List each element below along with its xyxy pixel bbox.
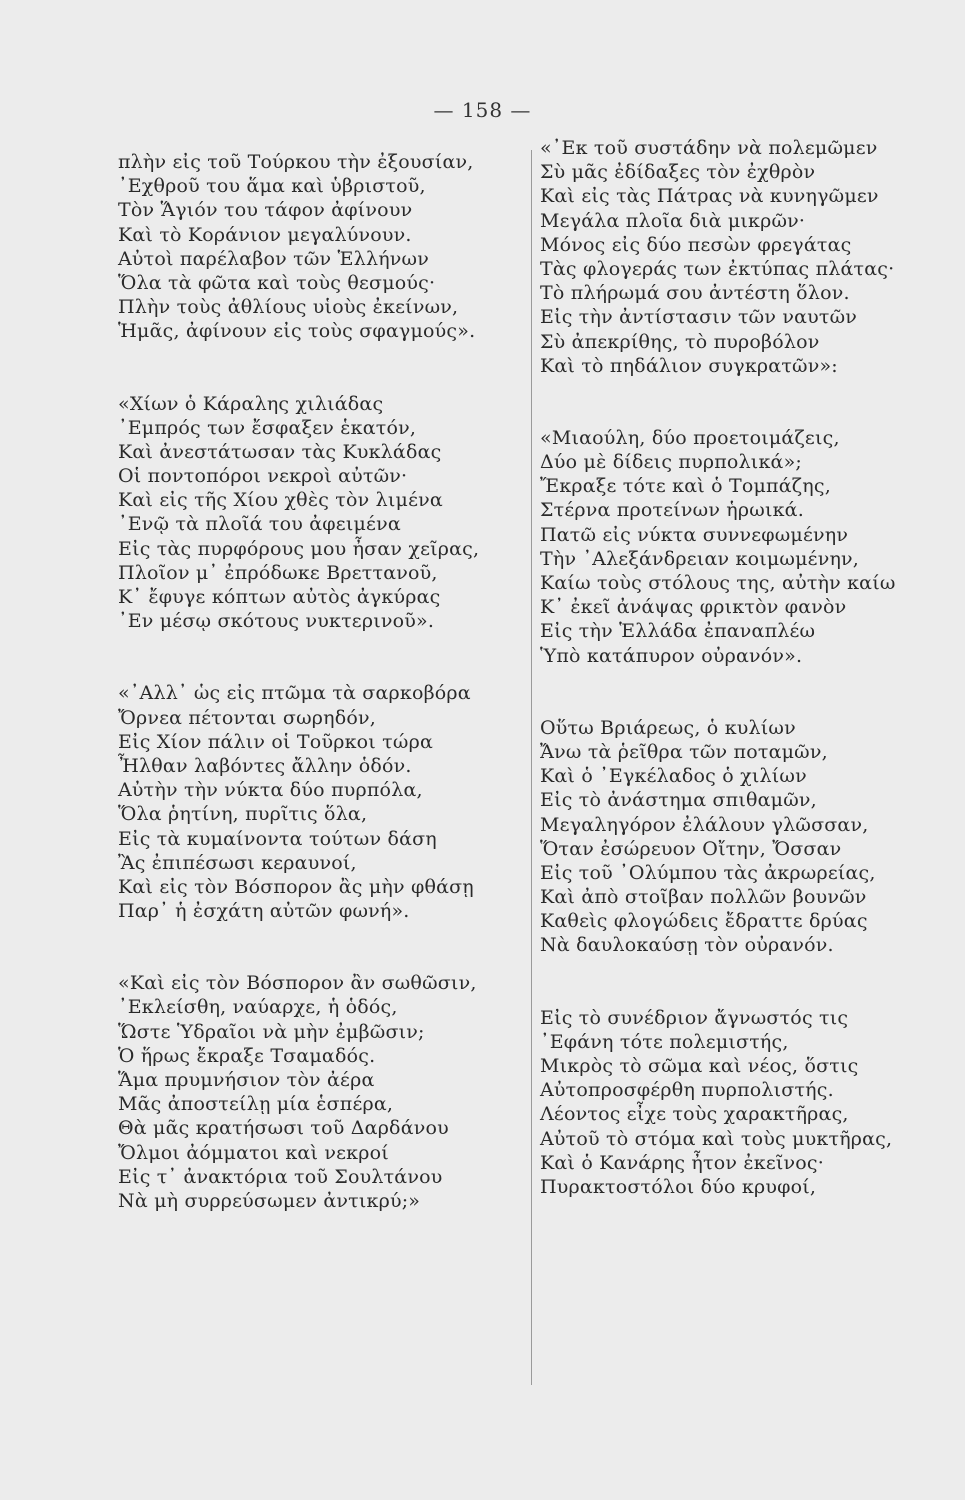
verse-line: Ὄλμοι ἀόμματοι καὶ νεκροί <box>118 1141 389 1164</box>
verse-line: Αὐτοὶ παρέλαβον τῶν Ἑλλήνων <box>118 247 429 270</box>
stanza <box>118 150 518 344</box>
verse-line: Πατῶ εἰς νύκτα συννεφωμένην <box>540 523 849 546</box>
verse-line: Νὰ δαυλοκαύσῃ τὸν οὐρανόν. <box>540 934 834 957</box>
verse-line: Εἰς τὸ ἀνάστημα σπιθαμῶν, <box>540 789 817 812</box>
verse-line: Εἰς τὸ συνέδριον ἄγνωστός τις <box>540 1006 849 1029</box>
verse-line: Σὺ μᾶς ἐδίδαξες τὸν ἐχθρὸν <box>540 161 816 184</box>
verse-line: πλὴν εἰς τοῦ Τούρκου τὴν ἐξουσίαν, <box>118 151 474 173</box>
verse-line: Καὶ εἰς τὰς Πάτρας νὰ κυνηγῶμεν <box>540 185 879 208</box>
verse-line: Εἰς τὰ κυμαίνοντα τούτων δάση <box>118 827 437 850</box>
verse-line: Θὰ μᾶς κρατήσωσι τοῦ Δαρδάνου <box>118 1117 449 1140</box>
verse-line: Ὅταν ἐσώρευον Οἴτην, Ὄσσαν <box>540 837 842 860</box>
page-number: — 158 — <box>433 98 532 122</box>
verse-line: Εἰς τοῦ ᾿Ολύμπου τὰς ἀκρωρείας, <box>540 861 876 884</box>
verse-line: Ἔκραξε τότε καὶ ὁ Τομπάζης, <box>540 475 831 498</box>
verse-line: Καὶ ὁ ᾿Εγκέλαδος ὁ χιλίων <box>540 765 807 788</box>
stanza-gap <box>540 378 940 426</box>
verse-line: Αὐτὴν τὴν νύκτα δύο πυρπόλα, <box>118 779 423 802</box>
verse-line: Τὴν ᾿Αλεξάνδρειαν κοιμωμένην, <box>540 547 860 570</box>
stanza <box>540 716 940 958</box>
stanza-gap <box>540 668 940 716</box>
verse-line: Καὶ τὸ πηδάλιον συγκρατῶν»: <box>540 354 838 377</box>
verse-line: Ἂς ἐπιπέσωσι κεραυνοί, <box>118 851 357 874</box>
verse-line: Ὑπὸ κατάπυρον οὐρανόν». <box>540 644 803 667</box>
verse-line: Εἰς τὰς πυρφόρους μου ἦσαν χεῖρας, <box>118 537 480 560</box>
verse-line: ᾿Ενῷ τὰ πλοῖά του ἀφειμένα <box>118 513 401 536</box>
stanza-gap <box>118 633 518 681</box>
verse-line: «Μιαούλη, δύο προετοιμάζεις, <box>540 426 840 449</box>
verse-line: ᾿Εφάνη τότε πολεμιστής, <box>540 1030 789 1053</box>
verse-line: «Καὶ εἰς τὸν Βόσπορον ἂν σωθῶσιν, <box>118 972 477 995</box>
verse-line: Καὶ τὸ Κοράνιον μεγαλύνουν. <box>118 223 412 246</box>
verse-line: Σὺ ἀπεκρίθης, τὸ πυροβόλον <box>540 330 820 353</box>
verse-line: Ὅλα τὰ φῶτα καὶ τοὺς θεσμούς· <box>118 271 436 294</box>
verse-line: Εἰς τὴν Ἑλλάδα ἐπαναπλέω <box>540 620 816 643</box>
verse-line: Τὸ πλήρωμά σου ἀντέστη ὅλον. <box>540 282 850 305</box>
verse-line: Οἱ ποντοπόροι νεκροὶ αὐτῶν· <box>118 465 408 488</box>
verse-line: Καίω τοὺς στόλους της, αὐτὴν καίω <box>540 572 896 594</box>
verse-line: Μόνος εἰς δύο πεσὼν φρεγάτας <box>540 233 852 256</box>
verse-line: Πυρακτοστόλοι δύο κρυφοί, <box>540 1175 817 1198</box>
stanza <box>540 136 940 378</box>
stanza-gap <box>118 344 518 392</box>
verse-line: Καὶ εἰς τὸν Βόσπορον ἂς μὴν φθάσῃ <box>118 875 474 898</box>
stanza <box>118 681 518 923</box>
verse-line: Μικρὸς τὸ σῶμα καὶ νέος, ὅστις <box>540 1055 859 1077</box>
verse-line: Ὅλα ῥητίνη, πυρῖτις ὅλα, <box>118 803 368 826</box>
verse-line: «Χίων ὁ Κάραλης χιλιάδας <box>118 392 384 415</box>
verse-line: Πλὴν τοὺς ἀθλίους υἱοὺς ἐκείνων, <box>118 296 459 319</box>
verse-line: Καὶ εἰς τῆς Χίου χθὲς τὸν λιμένα <box>118 489 443 512</box>
verse-line: Ἦλθαν λαβόντες ἄλλην ὁδόν. <box>118 754 412 777</box>
verse-line: Μᾶς ἀποστείλῃ μία ἑσπέρα, <box>118 1093 394 1116</box>
verse-line: Νὰ μὴ συρρεύσωμεν ἀντικρύ;» <box>118 1189 421 1212</box>
verse-line: Τὸν Ἅγιόν του τάφον ἀφίνουν <box>118 199 413 222</box>
verse-line: Αὐτοῦ τὸ στόμα καὶ τοὺς μυκτῆρας, <box>540 1127 893 1150</box>
verse-line: Κ᾿ ἔφυγε κόπτων αὐτὸς ἀγκύρας <box>118 586 441 608</box>
verse-line: ᾿Εν μέσῳ σκότους νυκτερινοῦ». <box>118 610 435 633</box>
verse-line: Παρ᾿ ἡ ἐσχάτη αὐτῶν φωνή». <box>118 900 410 923</box>
stanza <box>118 392 518 634</box>
verse-line: Καὶ ἀνεστάτωσαν τὰς Κυκλάδας <box>118 440 442 463</box>
verse-line: Καθεὶς φλογώδεις ἔδραττε δρύας <box>540 910 868 933</box>
verse-line: «᾿Αλλ᾿ ὡς εἰς πτῶμα τὰ σαρκοβόρα <box>118 682 471 705</box>
verse-line: ᾿Εχθροῦ του ἅμα καὶ ὑβριστοῦ, <box>118 175 426 198</box>
column-divider <box>531 150 532 1385</box>
verse-line: Εἰς Χίον πάλιν οἱ Τοῦρκοι τώρα <box>118 730 433 753</box>
verse-line: Στέρνα προτείνων ἡρωικά. <box>540 499 804 522</box>
verse-line: Ἅμα πρυμνήσιον τὸν ἀέρα <box>118 1069 375 1091</box>
verse-line: Μεγαληγόρον ἐλάλουν γλῶσσαν, <box>540 813 869 836</box>
verse-line: Ὁ ἥρως ἔκραξε Τσαμαδός. <box>118 1044 376 1067</box>
stanza-gap <box>118 923 518 971</box>
verse-line: Ὥστε Ὑδραῖοι νὰ μὴν ἐμβῶσιν; <box>118 1020 425 1043</box>
verse-line: ᾿Εμπρός των ἔσφαξεν ἑκατόν, <box>118 416 417 439</box>
verse-line: Πλοῖον μ᾿ ἐπρόδωκε Βρεττανοῦ, <box>118 561 438 584</box>
verse-line: Λέοντος εἶχε τοὺς χαρακτῆρας, <box>540 1103 849 1126</box>
verse-line: Αὐτοπροσφέρθη πυρπολιστής. <box>540 1079 834 1102</box>
verse-line: Καὶ ὁ Κανάρης ἦτον ἐκεῖνος· <box>540 1151 824 1174</box>
stanza-gap <box>540 958 940 1006</box>
stanza <box>540 426 940 668</box>
stanza <box>118 971 518 1213</box>
verse-line: Μεγάλα πλοῖα διὰ μικρῶν· <box>540 209 806 232</box>
verse-line: Τὰς φλογεράς των ἐκτύπας πλάτας· <box>540 257 895 280</box>
verse-line: Ἄνω τὰ ῥεῖθρα τῶν ποταμῶν, <box>540 740 828 763</box>
verse-line: Οὕτω Βριάρεως, ὁ κυλίων <box>540 716 796 739</box>
right-column <box>540 136 940 1199</box>
verse-line: Ἡμᾶς, ἀφίνουν εἰς τοὺς σφαγμούς». <box>118 320 476 343</box>
verse-line: Εἰς τὴν ἀντίστασιν τῶν ναυτῶν <box>540 306 858 329</box>
stanza <box>540 1006 940 1200</box>
left-column <box>118 150 518 1213</box>
verse-line: ᾿Εκλείσθη, ναύαρχε, ἡ ὁδός, <box>118 996 398 1019</box>
verse-line: Ὄρνεα πέτονται σωρηδόν, <box>118 706 376 729</box>
verse-line: «᾿Εκ τοῦ συστάδην νὰ πολεμῶμεν <box>540 137 878 159</box>
verse-line: Εἰς τ᾿ ἀνακτόρια τοῦ Σουλτάνου <box>118 1165 443 1188</box>
verse-line: Καὶ ἀπὸ στοῖβαν πολλῶν βουνῶν <box>540 886 867 909</box>
verse-line: Δύο μὲ δίδεις πυρπολικά»; <box>540 451 802 474</box>
verse-line: Κ᾿ ἐκεῖ ἀνάψας φρικτὸν φανὸν <box>540 596 847 619</box>
